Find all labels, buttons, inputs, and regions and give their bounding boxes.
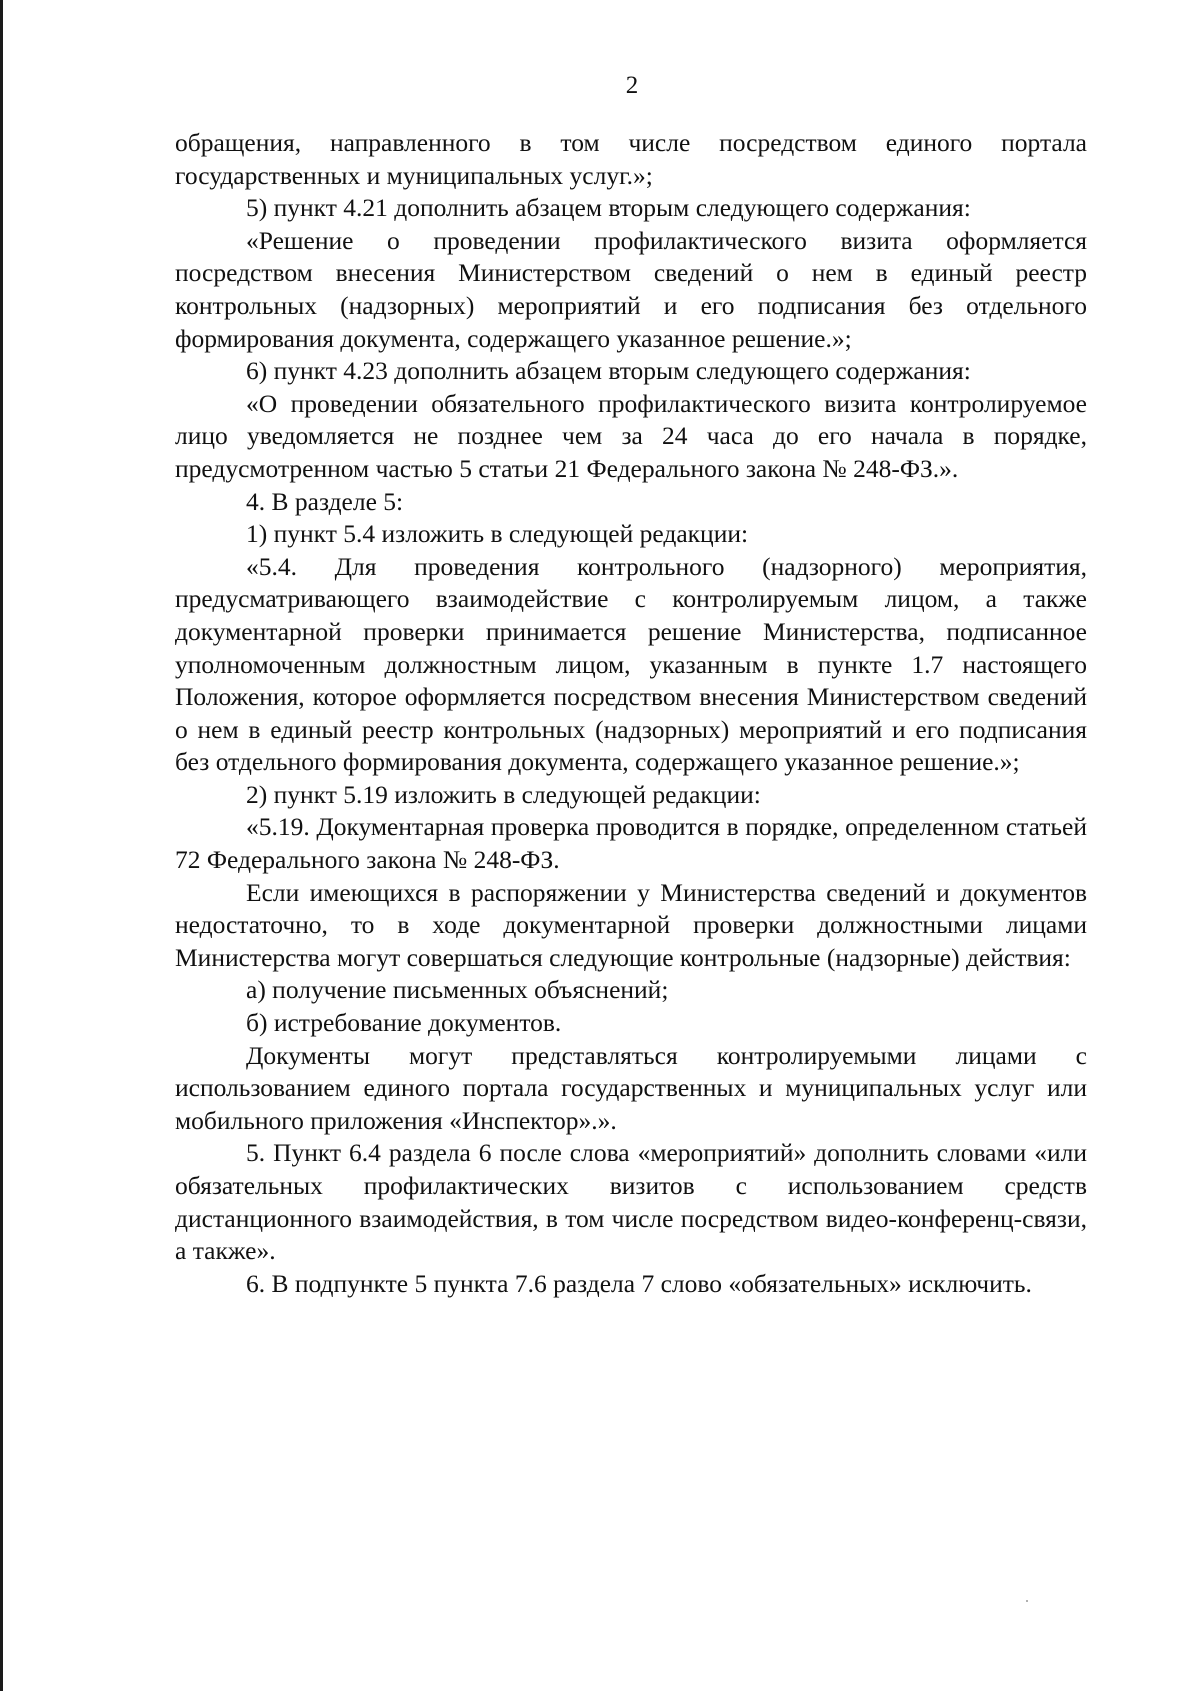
paragraph-subitem-a: а) получение письменных объяснений; — [246, 975, 669, 1005]
page-number: 2 — [625, 72, 639, 99]
paragraph-section-6-point-7-6: 6. В подпункте 5 пункта 7.6 раздела 7 слово «обязательных» исключить. — [246, 1268, 1032, 1298]
paragraph-section-4: 4. В разделе 5: — [246, 486, 404, 516]
paragraph-documents-submission: Документы могут представляться контролируемыми лицами с использованием единого портала государственных и муниципальных услуг или мобильного приложения «Инспектор».». — [175, 1040, 1087, 1135]
paragraph-section-5-point-6-4: 5. Пункт 6.4 раздела 6 после слова «мероприятий» дополнить словами «или обязательных профилактических визитов с использованием средств дистанционного взаимодействия, в том числе посредством видео-конференц-связи, а также». — [175, 1138, 1087, 1266]
paragraph-item-1-point-5-4: 1) пункт 5.4 изложить в следующей редакции: — [246, 519, 749, 549]
scan-edge-line — [0, 0, 3, 1691]
paragraph-continuation: обращения, направленного в том числе посредством единого портала государственных и муниципальных услуг.»; — [175, 128, 1087, 190]
paragraph-item-5-point-4-21: 5) пункт 4.21 дополнить абзацем вторым следующего содержания: — [246, 193, 971, 223]
paragraph-quote-preventive-visit-decision: «Решение о проведении профилактического визита оформляется посредством внесения Министерством сведений о нем в единый реестр контрольных (надзорных) мероприятий и его подписания без отдельного формирования документа, содержащего указанное решение.»; — [175, 225, 1087, 353]
paragraph-quote-5-19: «5.19. Документарная проверка проводится в порядке, определенном статьей 72 Федерального закона № 248-ФЗ. — [175, 812, 1087, 875]
paragraph-quote-5-4: «5.4. Для проведения контрольного (надзорного) мероприятия, предусматривающего взаимодействие с контролируемым лицом, а также документарной проверки принимается решение Министерства, подписанное уполномоченным должностным лицом, указанным в пункте 1.7 настоящего Положения, которое оформляется посредством внесения Министерством сведений о нем в единый реестр контрольных (надзорных) мероприятий и его подписания без отдельного формирования документа, содержащего указанное решение.»; — [175, 551, 1087, 777]
paragraph-item-2-point-5-19: 2) пункт 5.19 изложить в следующей редакции: — [246, 779, 761, 809]
paragraph-quote-mandatory-visit-notice: «О проведении обязательного профилактического визита контролируемое лицо уведомляется не позднее чем за 24 часа до его начала в порядке, предусмотренном частью 5 статьи 21 Федерального закона № 248-ФЗ.». — [175, 388, 1087, 483]
document-body — [175, 127, 1087, 1300]
paragraph-item-6-point-4-23: 6) пункт 4.23 дополнить абзацем вторым следующего содержания: — [246, 356, 971, 386]
scan-speck — [1026, 1600, 1028, 1602]
paragraph-subitem-b: б) истребование документов. — [246, 1008, 562, 1038]
paragraph-insufficient-documents: Если имеющихся в распоряжении у Министерства сведений и документов недостаточно, то в ходе документарной проверки должностными лицами Министерства могут совершаться следующие контрольные (надзорные) действия: — [175, 877, 1087, 972]
